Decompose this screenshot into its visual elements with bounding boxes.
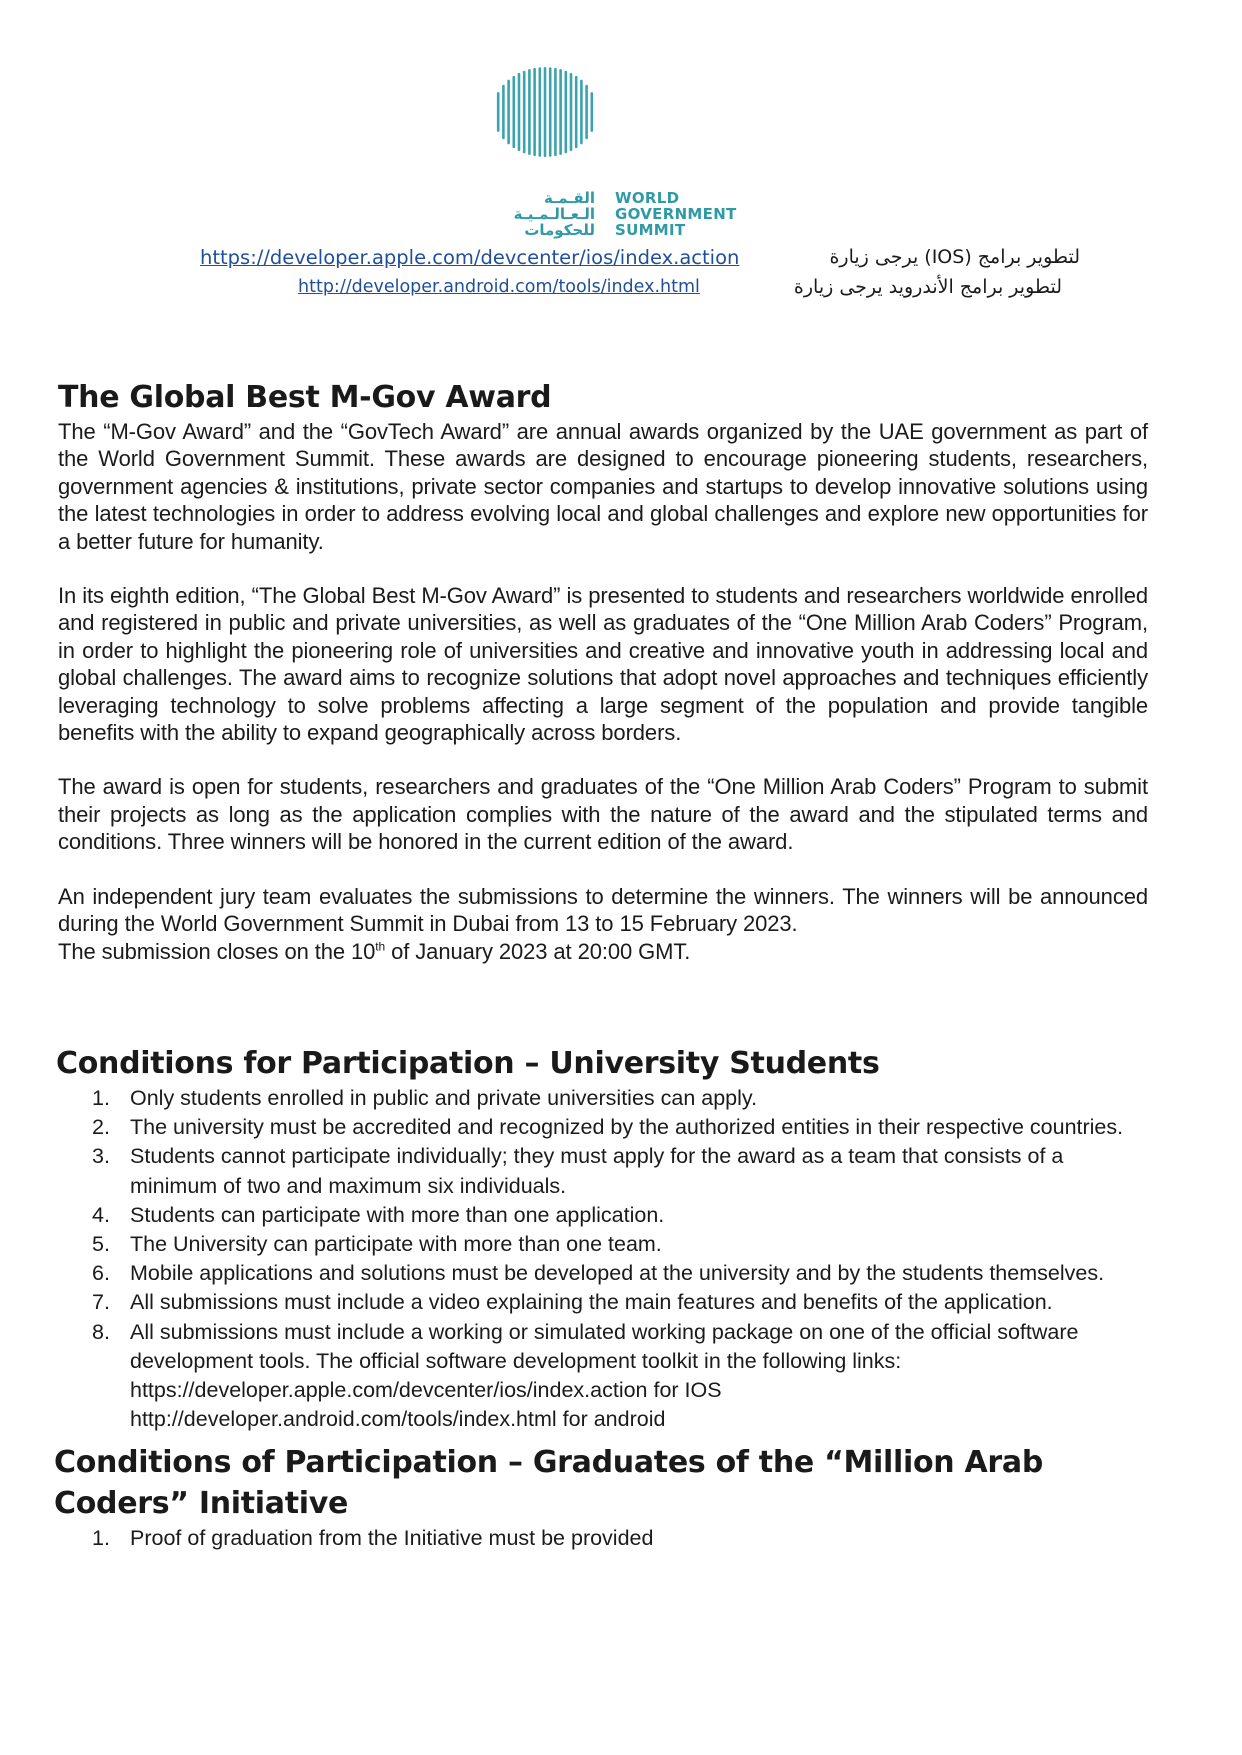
logo-english-line: SUMMIT [615, 221, 686, 239]
logo-arabic-line: الـعـالـمـيـة [513, 205, 595, 223]
ios-toolkit-link-text: https://developer.apple.com/devcenter/ios/index.action for IOS [130, 1377, 722, 1402]
students-conditions-list [58, 1084, 1148, 1434]
list-item [58, 1113, 1148, 1142]
list-item [58, 1318, 1148, 1435]
list-item [58, 1142, 1148, 1200]
list-number: 1. [92, 1526, 110, 1551]
graduates-conditions-list [58, 1524, 1148, 1553]
android-developer-link[interactable]: http://developer.android.com/tools/index.html [298, 277, 700, 297]
closing-text-end: of January 2023 at 20:00 GMT. [385, 938, 691, 964]
closing-text-ordinal: th [375, 939, 386, 954]
list-item [58, 1524, 1148, 1553]
logo-arabic-line: للحكومات [524, 221, 595, 239]
list-item-text: Students cannot participate individually; they must apply for the award as a team that consists of a minimum of two and maximum six individuals. [130, 1144, 1064, 1198]
ios-developer-link[interactable]: https://developer.apple.com/devcenter/ios/index.action [200, 246, 740, 269]
list-item [58, 1084, 1148, 1113]
students-section-title: Conditions for Participation – University Students [56, 1045, 880, 1081]
logo-english-text [615, 190, 775, 238]
logo-english-line: WORLD [615, 189, 680, 207]
list-item-text: All submissions must include a working or simulated working package on one of the official software development tools. The official software development toolkit in the following links: [130, 1319, 1079, 1373]
list-item-text: All submissions must include a video explaining the main features and benefits of the application. [130, 1290, 1053, 1315]
list-number: 1. [92, 1085, 110, 1110]
list-number: 4. [92, 1202, 110, 1227]
graduates-title-line: Conditions of Participation – Graduates of the “Million Arab [54, 1445, 1044, 1481]
award-paragraph: The “M-Gov Award” and the “GovTech Award” are annual awards organized by the UAE government as part of the World Government Summit. These awards are designed to encourage pioneering students, researchers, government agencies & institutions, private sector companies and startups to develop innovative solutions using the latest technologies in order to address evolving local and global challenges and explore new opportunities for a better future for humanity. [58, 419, 1148, 554]
list-number: 7. [92, 1290, 110, 1315]
list-item-text: The University can participate with more than one team. [130, 1231, 662, 1256]
closing-text-start: The submission closes on the 10 [58, 938, 376, 964]
list-number: 5. [92, 1231, 110, 1256]
ios-link-line [200, 246, 1080, 272]
logo-english-line: GOVERNMENT [615, 205, 737, 223]
list-item-text: Only students enrolled in public and private universities can apply. [130, 1085, 758, 1110]
award-title: The Global Best M-Gov Award [58, 380, 552, 415]
graduates-section-title [54, 1442, 1148, 1524]
logo-bars-icon [430, 62, 770, 192]
list-item [58, 1230, 1148, 1259]
list-item-text: Mobile applications and solutions must be developed at the university and by the students themselves. [130, 1261, 1105, 1286]
android-link-line [200, 276, 1062, 302]
list-number: 6. [92, 1261, 110, 1286]
award-paragraph: The award is open for students, researchers and graduates of the “One Million Arab Coders” Program to submit their projects as long as the application complies with the nature of the award and the stipulated terms and conditions. Three winners will be honored in the current edition of the award. [58, 774, 1148, 855]
list-item-text: Students can participate with more than one application. [130, 1202, 665, 1227]
android-link-arabic-label: لتطوير برامج الأندرويد يرجى زيارة [793, 276, 1062, 298]
award-paragraph: In its eighth edition, “The Global Best M-Gov Award” is presented to students and researchers worldwide enrolled and registered in public and private universities, as well as graduates of the “One Million Arab Coders” Program, in order to highlight the pioneering role of universities and creative and innovative youth in addressing local and global challenges. The award aims to recognize solutions that adopt novel approaches and techniques efficiently leveraging technology to solve problems affecting a large segment of the population and provide tangible benefits with the ability to expand geographically across borders. [58, 583, 1148, 746]
logo-arabic-text [445, 190, 595, 238]
list-number: 2. [92, 1115, 110, 1140]
list-number: 8. [92, 1319, 110, 1344]
list-item-text: The university must be accredited and recognized by the authorized entities in their respective countries. [130, 1115, 1124, 1140]
list-number: 3. [92, 1144, 110, 1169]
ios-link-arabic-label: لتطوير برامج (IOS) يرجى زيارة [829, 246, 1080, 268]
list-item [58, 1201, 1148, 1230]
document-content [54, 378, 1148, 1554]
graduates-title-line: Coders” Initiative [54, 1486, 349, 1522]
world-government-summit-logo [430, 62, 770, 247]
android-toolkit-link-text: http://developer.android.com/tools/index.html for android [130, 1407, 666, 1432]
list-item [58, 1288, 1148, 1317]
list-item-text: Proof of graduation from the Initiative must be provided [130, 1526, 654, 1551]
submission-closing-text [58, 938, 1148, 965]
list-item [58, 1259, 1148, 1288]
logo-arabic-line: القـمـة [544, 189, 595, 207]
award-paragraph: An independent jury team evaluates the submissions to determine the winners. The winners will be announced during the World Government Summit in Dubai from 13 to 15 February 2023. [58, 883, 1148, 937]
